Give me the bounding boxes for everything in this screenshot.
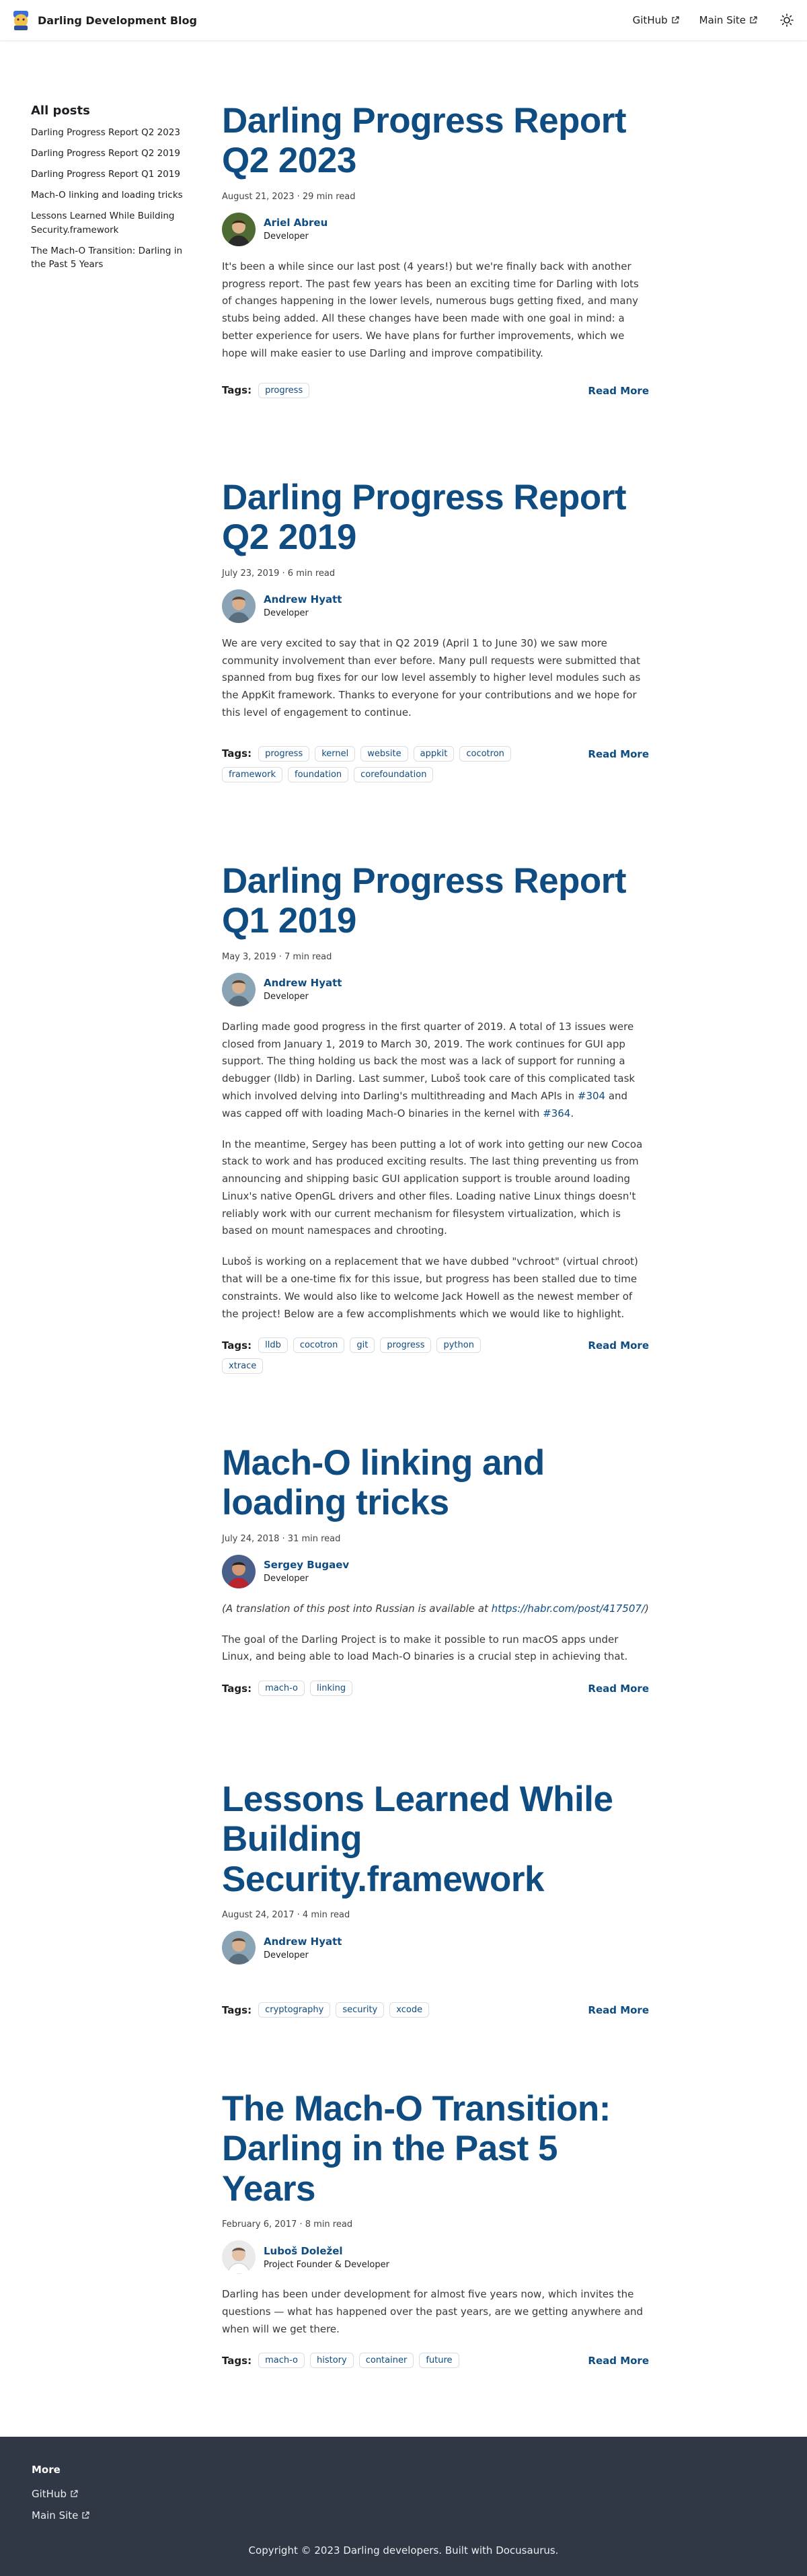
author-name[interactable]: Andrew Hyatt [264, 1935, 342, 1948]
external-link-icon [671, 16, 679, 24]
post-meta: February 6, 2017 · 8 min read [222, 2219, 353, 2230]
sidebar [31, 104, 199, 279]
tag[interactable]: cocotron [293, 1337, 345, 1353]
post-meta: July 24, 2018 · 31 min read [222, 1533, 341, 1544]
post-footer [222, 1681, 649, 1696]
tag[interactable]: cryptography [258, 2002, 330, 2018]
sidebar-item[interactable]: Darling Progress Report Q1 2019 [31, 168, 180, 180]
brand-title: Darling Development Blog [38, 13, 197, 27]
read-more-link[interactable]: Read More [588, 747, 649, 760]
read-more-link[interactable]: Read More [588, 2004, 649, 2017]
tags-label: Tags: [222, 1682, 252, 1695]
avatar[interactable] [222, 973, 256, 1006]
post-footer [222, 2353, 649, 2368]
navbar [0, 0, 807, 40]
nav-github-link[interactable] [633, 14, 679, 26]
author-name[interactable]: Sergey Bugaev [264, 1559, 350, 1572]
author [222, 213, 649, 246]
darling-logo-icon [11, 9, 31, 31]
author-name[interactable]: Luboš Doležel [264, 2244, 343, 2257]
author-role: Developer [264, 992, 309, 1002]
tag[interactable]: xtrace [222, 1358, 263, 1374]
tag[interactable]: git [350, 1337, 375, 1353]
tag[interactable]: progress [380, 1337, 431, 1353]
tag-list [222, 2002, 429, 2018]
tag[interactable]: lldb [258, 1337, 288, 1353]
post-title[interactable]: Mach-O linking and loading tricks [222, 1443, 545, 1523]
tag[interactable]: python [436, 1337, 480, 1353]
avatar[interactable] [222, 1931, 256, 1964]
tag[interactable]: appkit [414, 746, 455, 762]
read-more-link[interactable]: Read More [588, 1339, 649, 1352]
author-role: Developer [264, 231, 309, 242]
avatar[interactable] [222, 1555, 256, 1588]
footer-main-site-label: Main Site [32, 2509, 79, 2522]
sun-icon [780, 13, 794, 27]
post-meta: August 21, 2023 · 29 min read [222, 191, 356, 202]
post-excerpt [222, 258, 649, 363]
tag[interactable]: website [360, 746, 408, 762]
external-link-icon [70, 2490, 78, 2498]
read-more-link[interactable]: Read More [588, 384, 649, 397]
sidebar-title: All posts [31, 104, 90, 118]
post-card [222, 1779, 649, 2018]
post-excerpt [222, 1600, 649, 1666]
tag[interactable]: framework [222, 767, 282, 782]
tag-list [222, 1681, 352, 1696]
post-title[interactable]: The Mach-O Transition: Darling in the Past 5 Years [222, 2089, 611, 2209]
post-card [222, 1443, 649, 1696]
post-paragraph: (A translation of this post into Russian is available at https://habr.com/post/417507/) [222, 1602, 649, 1615]
tag[interactable]: security [336, 2002, 384, 2018]
author-role: Project Founder & Developer [264, 2259, 389, 2270]
tag[interactable]: cocotron [459, 746, 511, 762]
author [222, 1931, 649, 1964]
post-paragraph: Luboš is working on a replacement that we have dubbed "vchroot" (virtual chroot) that will be a one-time fix for this issue, but progress has been stalled due to time constraints. We would also like to welcome Jack Howell as the newest member of the project! Below are a few accomplishments which we would like to highlight. [222, 1255, 638, 1320]
post-excerpt [222, 2286, 649, 2338]
tag-list [222, 2353, 459, 2368]
external-link-icon [81, 2511, 89, 2519]
tag[interactable]: progress [258, 383, 309, 398]
tags-label: Tags: [222, 747, 252, 760]
post-card [222, 101, 649, 398]
footer-title: More [32, 2464, 61, 2476]
author-name[interactable]: Ariel Abreu [264, 217, 328, 229]
avatar[interactable] [222, 213, 256, 246]
tags-label: Tags: [222, 384, 252, 396]
translation-link[interactable]: https://habr.com/post/417507/ [491, 1602, 645, 1615]
post-paragraph: In the meantime, Sergey has been putting a lot of work into getting our new Cocoa stack to work and has produced exciting results. The last thing preventing us from announcing and shipping basic GUI application support is trouble around loading Linux's native OpenGL drivers and other files. Loading native Linux things doesn't reliably work with our current mechanism for filesystem virtualization, which is based on mount namespaces and chrooting. [222, 1138, 643, 1237]
tag[interactable]: progress [258, 746, 309, 762]
tag[interactable]: mach-o [258, 2353, 305, 2368]
sidebar-item[interactable]: The Mach-O Transition: Darling in the Past 5 Years [31, 245, 183, 270]
post-meta: August 24, 2017 · 4 min read [222, 1910, 350, 1921]
post-card [222, 2089, 649, 2368]
nav-github-label: GitHub [632, 14, 668, 26]
post-title[interactable]: Darling Progress Report Q2 2023 [222, 101, 627, 181]
sidebar-item[interactable]: Darling Progress Report Q2 2019 [31, 147, 180, 159]
tags-label: Tags: [222, 2003, 252, 2016]
tag[interactable]: container [359, 2353, 414, 2368]
sidebar-item[interactable]: Darling Progress Report Q2 2023 [31, 127, 180, 138]
tag[interactable]: corefoundation [354, 767, 433, 782]
page-wrapper [0, 40, 807, 2437]
theme-toggle-button[interactable] [777, 11, 796, 30]
author [222, 1555, 649, 1588]
post-paragraph: We are very excited to say that in Q2 2019 (April 1 to June 30) we saw more community involvement than ever before. Many pull requests were submitted that spanned from bug fixes for our low level assembly to higher level modules such as the AppKit framework. Thanks to everyone for your contributions and we hope for this level of engagement to continue. [222, 636, 641, 719]
tag-list [222, 1337, 518, 1374]
tag-list [222, 383, 309, 398]
author-name[interactable]: Andrew Hyatt [264, 593, 342, 606]
external-link-icon [749, 16, 757, 24]
read-more-link[interactable]: Read More [588, 1683, 649, 1695]
author [222, 973, 649, 1006]
brand-link[interactable] [11, 9, 197, 31]
tag[interactable]: foundation [288, 767, 348, 782]
post-paragraph: It's been a while since our last post (4 years!) but we're finally back with another progress report. The past few years has been an exciting time for Darling with lots of changes happening in the lower levels, numerous bugs getting fixed, and many stubs being added. All these changes have been made with one goal in mind: a better experience for users. We have plans for further improvements, which we hope will make easier to use Darling and improve compatibility. [222, 260, 639, 359]
nav-main-site-link[interactable] [699, 14, 757, 26]
post-footer [222, 746, 649, 782]
post-meta: May 3, 2019 · 7 min read [222, 951, 332, 962]
nav-main-site-label: Main Site [699, 14, 746, 26]
post-excerpt [222, 1019, 649, 1323]
post-paragraph: The goal of the Darling Project is to make it possible to run macOS apps under Linux, and being able to load Mach-O binaries is a crucial step in achieving that. [222, 1633, 628, 1663]
post-footer [222, 2002, 649, 2018]
post-paragraph: Darling has been under development for almost five years now, which invites the questions — what has happened over the past years, are we getting anywhere and when will we get there. [222, 2288, 644, 2335]
post-paragraph: Darling made good progress in the first quarter of 2019. A total of 13 issues were closed from January 1, 2019 to March 30, 2019. The work continues for GUI app support. The thing holding us back the most was a lack of support for running a debugger (lldb) in Darling. Last summer, Luboš took care of this complicated task which involved delving into Darling's multithreading and Mach APIs in #304 and was capped off with loading Mach-O binaries in the kernel with #364. [222, 1020, 636, 1119]
issue-link[interactable]: #364 [543, 1107, 571, 1119]
footer-github-link[interactable] [32, 2488, 775, 2500]
avatar[interactable] [222, 589, 256, 623]
read-more-link[interactable]: Read More [588, 2355, 649, 2367]
tag[interactable]: kernel [315, 746, 355, 762]
tag[interactable]: mach-o [258, 1681, 305, 1696]
post-excerpt [222, 635, 649, 722]
tag-list [222, 746, 518, 782]
post-footer [222, 1337, 649, 1374]
footer-github-label: GitHub [32, 2488, 67, 2500]
copyright: Copyright © 2023 Darling developers. Built with Docusaurus. [248, 2544, 559, 2556]
footer-main-site-link[interactable] [32, 2509, 775, 2522]
post-footer [222, 383, 649, 398]
post-meta: July 23, 2019 · 6 min read [222, 568, 336, 579]
tags-label: Tags: [222, 2354, 252, 2367]
post-title[interactable]: Lessons Learned While Building Security.framework [222, 1779, 613, 1899]
author-name[interactable]: Andrew Hyatt [264, 977, 342, 990]
tag[interactable]: linking [310, 1681, 352, 1696]
sidebar-item[interactable]: Mach-O linking and loading tricks [31, 189, 183, 200]
tag[interactable]: xcode [389, 2002, 429, 2018]
post-title[interactable]: Darling Progress Report Q1 2019 [222, 861, 627, 941]
author [222, 589, 649, 623]
author-role: Developer [264, 1950, 309, 1960]
post-title[interactable]: Darling Progress Report Q2 2019 [222, 478, 627, 558]
tag[interactable]: history [310, 2353, 354, 2368]
author-role: Developer [264, 608, 309, 619]
post-card [222, 861, 649, 1374]
site-footer [0, 2437, 807, 2576]
issue-link[interactable]: #304 [577, 1089, 606, 1102]
author-role: Developer [264, 1574, 309, 1584]
author [222, 2240, 649, 2274]
tags-label: Tags: [222, 1339, 252, 1352]
avatar[interactable] [222, 2240, 256, 2274]
post-card [222, 478, 649, 782]
tag[interactable]: future [419, 2353, 459, 2368]
sidebar-item[interactable]: Lessons Learned While Building Security.framework [31, 210, 175, 235]
